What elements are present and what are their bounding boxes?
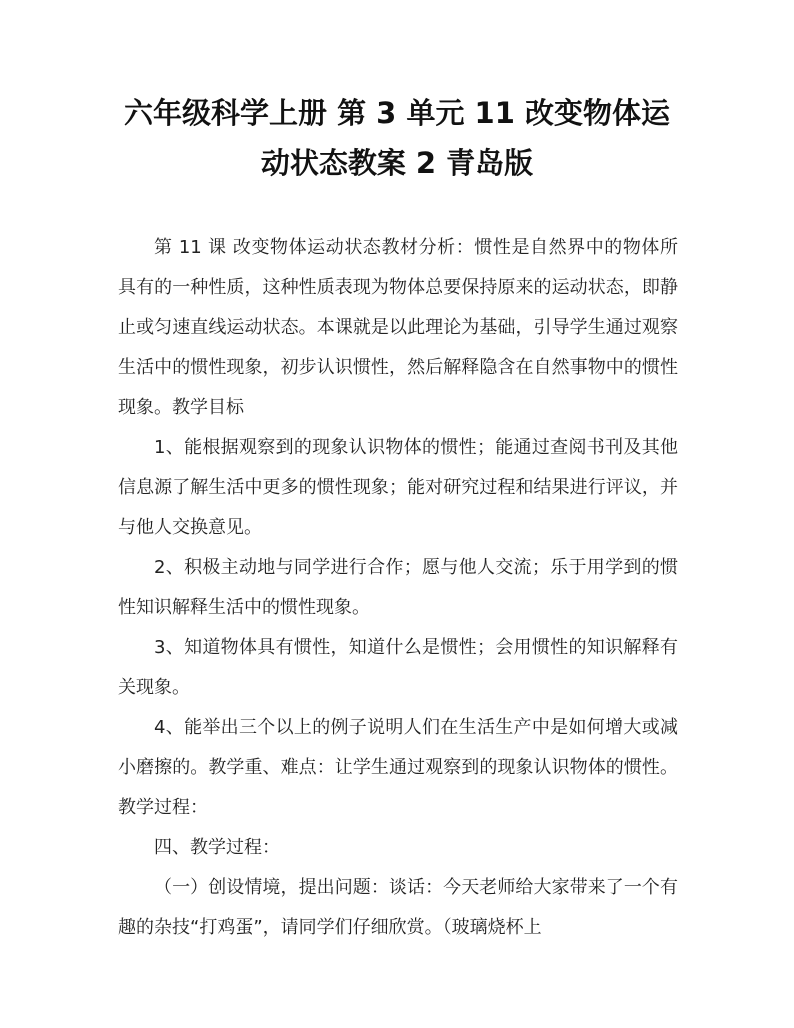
document-title: 六年级科学上册 第 3 单元 11 改变物体运动状态教案 2 青岛版 <box>123 96 671 180</box>
paragraph-goal-2: 2、积极主动地与同学进行合作；愿与他人交流；乐于用学到的惯性知识解释生活中的惯性现象。 <box>118 557 678 618</box>
paragraph-goal-3: 3、知道物体具有惯性，知道什么是惯性；会用惯性的知识解释有关现象。 <box>118 637 678 698</box>
document-body <box>118 228 678 948</box>
paragraph-goal-4: 4、能举出三个以上的例子说明人们在生活生产中是如何增大或减小磨擦的。教学重、难点：让学生通过观察到的现象认识物体的惯性。教学过程： <box>118 717 678 818</box>
paragraph-step-1: （一）创设情境，提出问题：谈话：今天老师给大家带来了一个有趣的杂技“打鸡蛋”，请同学们仔细欣赏。（玻璃烧杯上 <box>118 877 678 938</box>
paragraph-intro: 第 11 课 改变物体运动状态教材分析：惯性是自然界中的物体所具有的一种性质，这种性质表现为物体总要保持原来的运动状态，即静止或匀速直线运动状态。本课就是以此理论为基础，引导学生通过观察生活中的惯性现象，初步认识惯性，然后解释隐含在自然事物中的惯性现象。教学目标 <box>118 237 678 418</box>
paragraph-goal-1: 1、能根据观察到的现象认识物体的惯性；能通过查阅书刊及其他信息源了解生活中更多的惯性现象；能对研究过程和结果进行评议，并与他人交换意见。 <box>118 437 678 538</box>
paragraph-section-4: 四、教学过程： <box>154 837 280 858</box>
